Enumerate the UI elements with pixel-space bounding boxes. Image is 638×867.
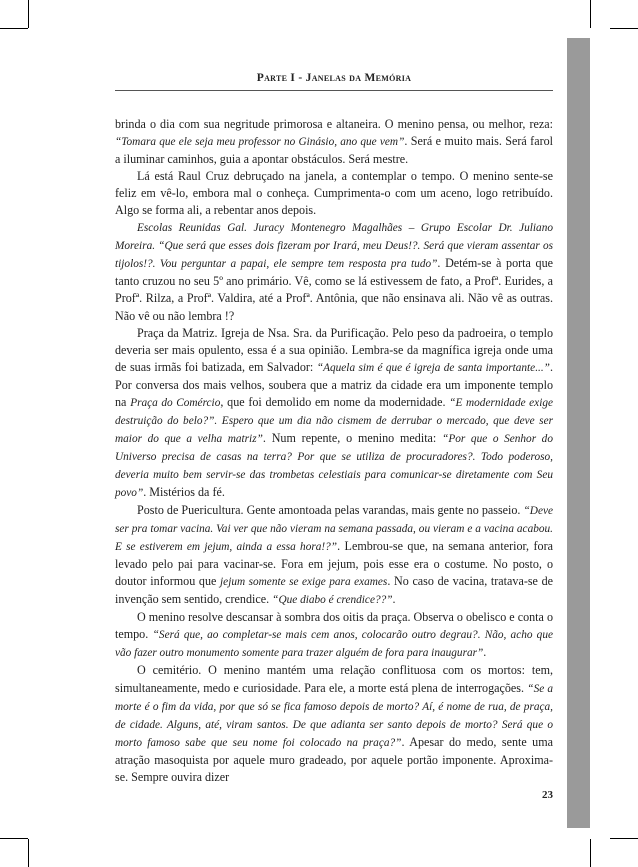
italic-quote: “Por que o Senhor do Universo precisa de casas na terra? Por que se utiliza de procuradores?. Todo poderoso, deveria muito bem servir-se das trombetas celestiais para comunicar-se diretamente com Seu povo” [115,432,553,499]
italic-quote: “Que diabo é crendice??” [272,594,393,607]
italic-quote: “Aquela sim é que é igreja de santa importante...” [316,361,550,374]
crop-mark [0,28,28,29]
text-run: Lá está Raul Cruz debruçado na janela, a contemplar o tempo. O menino sente-se feliz em vê-lo, embora mal o conheça. Cumprimenta-o com um aceno, logo retribuído. Algo se forma ali, a rebentar anos depois. [115,169,553,218]
crop-mark [610,838,638,839]
page-number: 23 [542,789,553,801]
text-run: , que foi demolido em nome da modernidade. [220,394,450,409]
italic-quote: “Deve ser pra tomar vacina. Vai ver que não vieram na semana passada, ou vieram e a vacina acabou. E se estiverem em jejum, ainda a essa hora!?” [115,505,553,554]
paragraph [115,609,553,662]
paragraph [115,116,553,168]
body-text [115,116,553,786]
text-run: . Será e muito mais. Será farol a iluminar caminhos, guia a apontar obstáculos. Será mestre. [115,134,553,167]
text-run: . Lembrou-se que, na semana anterior, fora levado pelo pai para vacinar-se. Fora em jejum, pois esse era o costume. No posto, o doutor informou que [115,539,553,589]
paragraph [115,219,553,324]
paragraph [115,662,553,785]
text-run: O cemitério. O menino mantém uma relação conflituosa com os mortos: tem, simultaneamente, medo e curiosidade. Para ele, a morte está plena de interrogações. [115,663,553,695]
crop-mark [610,28,638,29]
text-run: . Num repente, o menino medita: [262,430,443,445]
text-run: . Apesar do medo, sente uma atração masoquista por aquele muro gradeado, por aquele portão imponente. Aproxima-se. Sempre ouvira dizer [115,734,553,784]
italic-quote: jejum somente se exige para exames [220,576,388,589]
italic-quote: Escolas Reunidas Gal. Juracy Montenegro Magalhães – Grupo Escolar Dr. Juliano Moreira. “Que será que esses dois fizeram por Irará, meu Deus!?. Será que vieram assentar os tijolos!?. Vou perguntar a papai, ele sempre tem resposta pra tudo” [115,222,553,271]
text-run: brinda o dia com sua negritude primorosa e altaneira. O menino pensa, ou melhor, reza: [115,117,553,131]
crop-mark [0,838,28,839]
paragraph [115,325,553,502]
text-run: . No caso de vacina, tratava-se de invenção sem sentido, crendice. [115,574,553,607]
text-run: . Mistérios da fé. [143,484,225,499]
text-run: . [392,592,396,607]
running-header: Parte I - Janelas da Memória [256,72,412,84]
text-run: Posto de Puericultura. Gente amontoada pelas varandas, mais gente no passeio. [137,503,524,518]
italic-quote: “Tomara que ele seja meu professor no Ginásio, ano que vem” [115,136,405,149]
text-run: Praça da Matriz. Igreja de Nsa. Sra. da Purificação. Pelo peso da padroeira, o templo deveria ser mais opulento, essa é a sua opinião. Lembra-se da magnífica igreja onde uma de suas irmãs foi batizada, em Salvador: [115,325,553,374]
crop-mark [28,0,29,28]
italic-quote: Praça do Comércio [130,396,221,409]
italic-quote: “Se a morte é o fim da vida, por que só se fica famoso depois de morto? Aí, é nome de rua, de praça, de cidade. Alguns, até, viram santos. De que adianta ser santo depois de morto? Será que o morto famoso sabe que seu nome foi colocado na praça?” [115,682,553,749]
text-run: . Detém-se à porta que tanto cruzou no seu 5º ano primário. Vê, como se lá estivessem de fato, a Profª. Eurides, a Profª. Rilza, a Profª. Valdira, até a Profª. Antônia, que não ensinava ali. Não vê as outras. Não vê ou não lembra !? [115,256,553,323]
text-run: . Por conversa dos mais velhos, soubera que a matriz da cidade era um imponente templo na [115,359,553,409]
crop-mark [590,839,591,867]
margin-thumb-band [567,38,590,828]
text-run: . [483,645,487,660]
crop-mark [590,0,591,28]
header-divider [115,90,553,91]
paragraph [115,502,553,609]
italic-quote: “E modernidade exige destruição do belo?”. Espero que um dia não cismem de derrubar o mercado, que deve ser maior do que a velha matriz” [115,396,553,445]
paragraph [115,168,553,219]
italic-quote: “Será que, ao completar-se mais cem anos, colocarão outro degrau?. Não, acho que vão fazer outro monumento somente para trazer alguém de fora para inaugurar” [115,629,553,660]
text-run: O menino resolve descansar à sombra dos oitis da praça. Observa o obelisco e conta o tempo. [115,610,553,642]
crop-mark [28,839,29,867]
